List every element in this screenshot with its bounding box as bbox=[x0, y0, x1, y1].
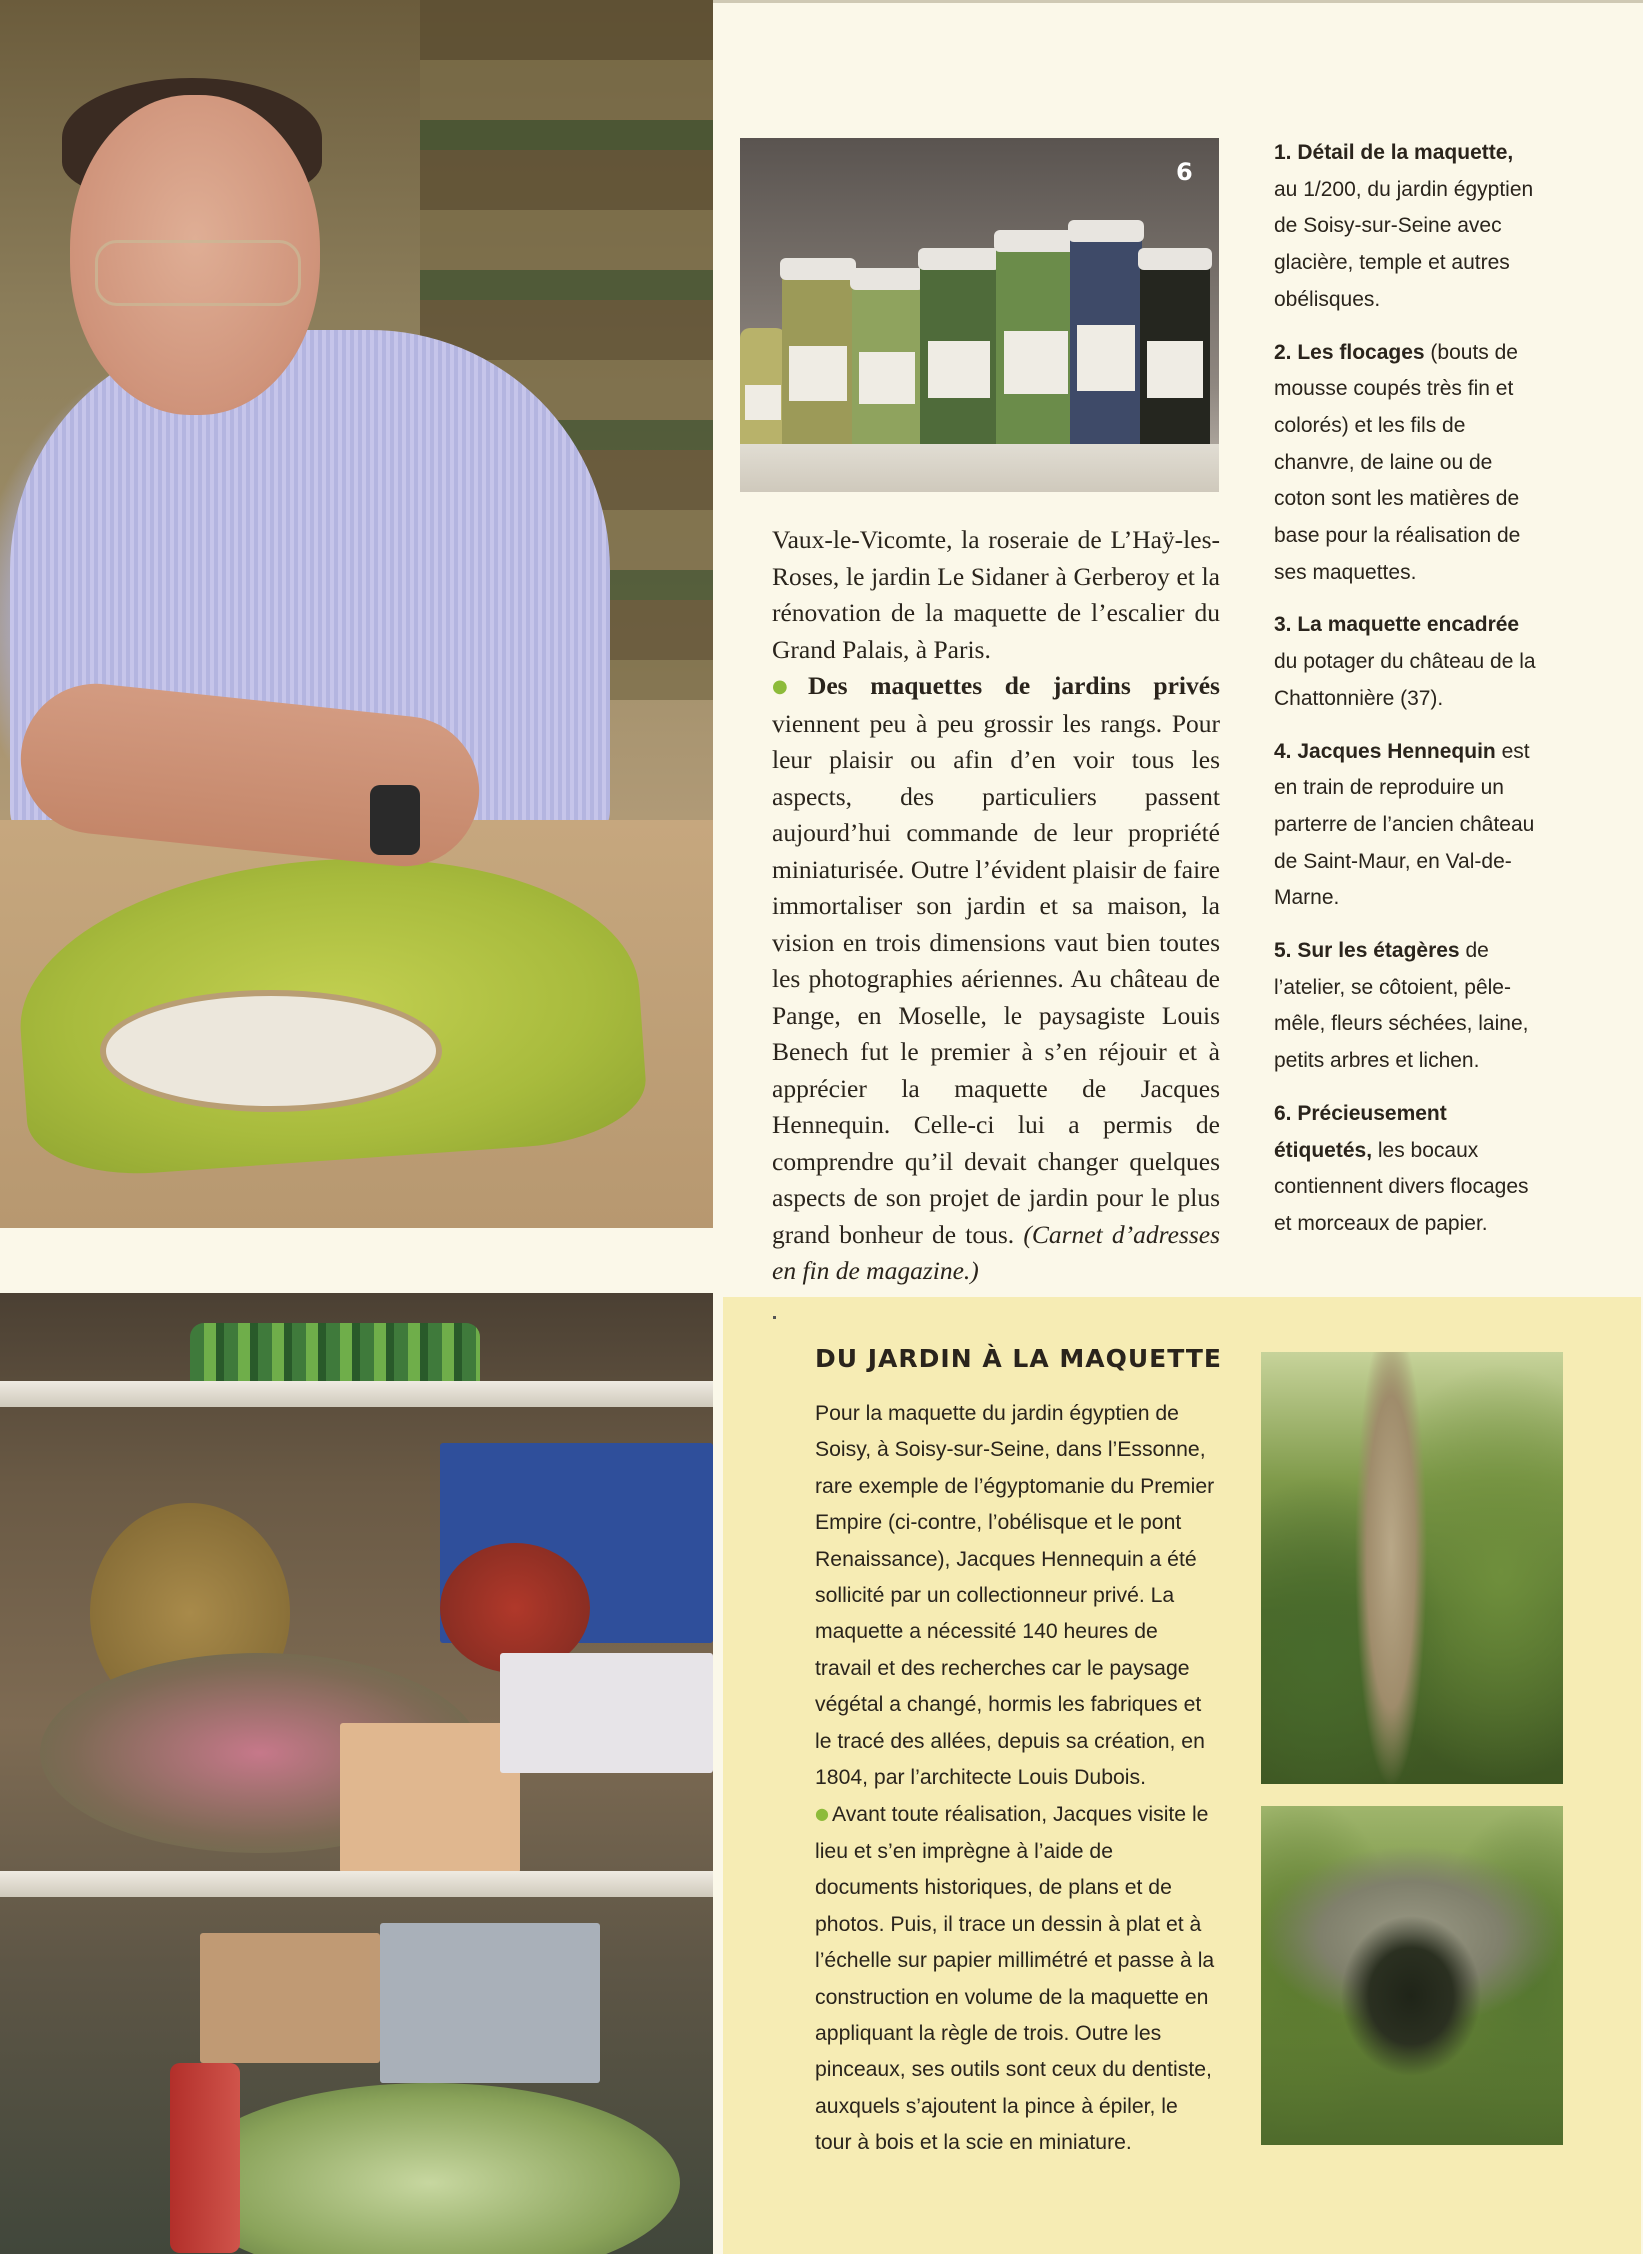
jar bbox=[740, 328, 786, 454]
white-box bbox=[500, 1653, 713, 1773]
jar bbox=[1070, 220, 1142, 454]
jar bbox=[1140, 248, 1210, 454]
caption-5 bbox=[1274, 933, 1539, 1080]
caption-text: est en train de reproduire un parterre de l’ancien château de Saint-Maur, en Val-de-Marne. bbox=[1274, 739, 1535, 910]
article-paragraph bbox=[772, 668, 1220, 1290]
caption-4 bbox=[1274, 734, 1539, 918]
bullet-icon: ● bbox=[815, 1804, 829, 1824]
photo-craftsman-at-work bbox=[0, 0, 713, 1228]
caption-text: (bouts de mousse coupés très fin et colorés) et les fils de chanvre, de laine ou de coton sont les matières de base pour la réalisation de ses maquettes. bbox=[1274, 340, 1521, 584]
main-article-text bbox=[772, 522, 1220, 1290]
lichen bbox=[180, 2083, 680, 2254]
bullet-icon: ● bbox=[772, 676, 804, 697]
miniature-trees bbox=[190, 1323, 480, 1383]
photo-captions bbox=[1274, 135, 1539, 1259]
caption-text: du potager du château de la Chattonnière (37). bbox=[1274, 650, 1536, 710]
jar bbox=[996, 230, 1076, 454]
jar bbox=[852, 268, 922, 454]
caption-6 bbox=[1274, 1096, 1539, 1243]
shelf-board bbox=[0, 1871, 713, 1897]
storage-box bbox=[200, 1933, 380, 2063]
sidebar-paragraph-body: Avant toute réalisation, Jacques visite le lieu et s’en imprègne à l’aide de documents historiques, de plans et de photos. Puis, il trace un dessin à plat et à l’échelle sur papier millimétré et passe à la construction en volume de la maquette en appliquant la règle de trois. Outre les pinceaux, ses outils sont ceux du dentiste, auxquels s’ajoutent la pince à épiler, le tour à bois et la scie en miniature. bbox=[815, 1803, 1215, 2155]
red-sticks bbox=[170, 2063, 240, 2253]
address-note: (Carnet d’adresses en fin de magazine.) bbox=[772, 1219, 1221, 1285]
plastic-drawers bbox=[380, 1923, 600, 2083]
shelf-board bbox=[0, 1381, 713, 1407]
cardboard-box bbox=[340, 1723, 520, 1873]
caption-1 bbox=[1274, 135, 1539, 319]
caption-lead: 6. Précieusement étiquetés, bbox=[1274, 1101, 1447, 1162]
sidebar-text bbox=[815, 1396, 1215, 2162]
photo-renaissance-bridge bbox=[1261, 1806, 1563, 2145]
jar bbox=[782, 258, 854, 454]
caption-3 bbox=[1274, 607, 1539, 717]
photo-obelisk-in-woods bbox=[1261, 1352, 1563, 1784]
caption-text: au 1/200, du jardin égyptien de Soisy-sur-Seine avec glacière, temple et autres obélisques. bbox=[1274, 177, 1534, 311]
sidebar-paragraph bbox=[815, 1796, 1215, 2161]
photo-labelled-jars bbox=[740, 138, 1219, 492]
jar-shelf bbox=[740, 444, 1219, 492]
print-mark bbox=[773, 1316, 776, 1319]
caption-lead: 3. La maquette encadrée bbox=[1274, 613, 1520, 637]
caption-2 bbox=[1274, 335, 1539, 592]
paragraph-body: viennent peu à peu grossir les rangs. Pour leur plaisir ou afin d’en voir tous les aspects, des particuliers passent aujourd’hui commande de leur propriété miniaturisée. Outre l’évident plaisir de faire immortaliser son jardin et sa maison, la vision en trois dimensions vaut bien toutes les photographies aériennes. Au château de Pange, en Moselle, le paysagiste Louis Benech fut le premier à s’en réjouir et à apprécier la maquette de Jacques Hennequin. Celle-ci lui a permis de comprendre qu’il devait changer quelques aspects de son projet de jardin pour le plus grand bonheur de tous. bbox=[772, 708, 1220, 1249]
caption-lead: 5. Sur les étagères bbox=[1274, 939, 1460, 963]
photo-number-label: 6 bbox=[1176, 158, 1193, 186]
sidebar-paragraph: Pour la maquette du jardin égyptien de Soisy, à Soisy-sur-Seine, dans l’Essonne, rare exemple de l’égyptomanie du Premier Empire (ci-contre, l’obélisque et le pont Renaissance), Jacques Hennequin a été sollicité par un collectionneur privé. La maquette a nécessité 140 heures de travail et des recherches car le paysage végétal a changé, hormis les fabriques et le tracé des allées, depuis sa création, en 1804, par l’architecte Louis Dubois. bbox=[815, 1402, 1215, 1790]
caption-lead: 2. Les flocages bbox=[1274, 340, 1425, 364]
sidebar-title: DU JARDIN À LA MAQUETTE bbox=[815, 1344, 1222, 1373]
caption-text: les bocaux contiennent divers flocages et morceaux de papier. bbox=[1274, 1138, 1529, 1235]
jar bbox=[920, 248, 998, 454]
paragraph-lead: Des maquettes de jardins privés bbox=[807, 671, 1220, 700]
caption-lead: 1. Détail de la maquette, bbox=[1274, 141, 1514, 164]
glasses bbox=[95, 240, 301, 306]
watch bbox=[370, 785, 420, 855]
caption-text: de l’atelier, se côtoient, pêle-mêle, fleurs séchées, laine, petits arbres et lichen. bbox=[1274, 939, 1529, 1073]
photo-workshop-shelves bbox=[0, 1293, 713, 2254]
model-oval-path bbox=[100, 990, 442, 1112]
caption-lead: 4. Jacques Hennequin bbox=[1274, 739, 1496, 763]
article-paragraph: Vaux-le-Vicomte, la roseraie de L’Haÿ-les-Roses, le jardin Le Sidaner à Gerberoy et la rénovation de la maquette de l’escalier du Grand Palais, à Paris. bbox=[772, 525, 1220, 664]
